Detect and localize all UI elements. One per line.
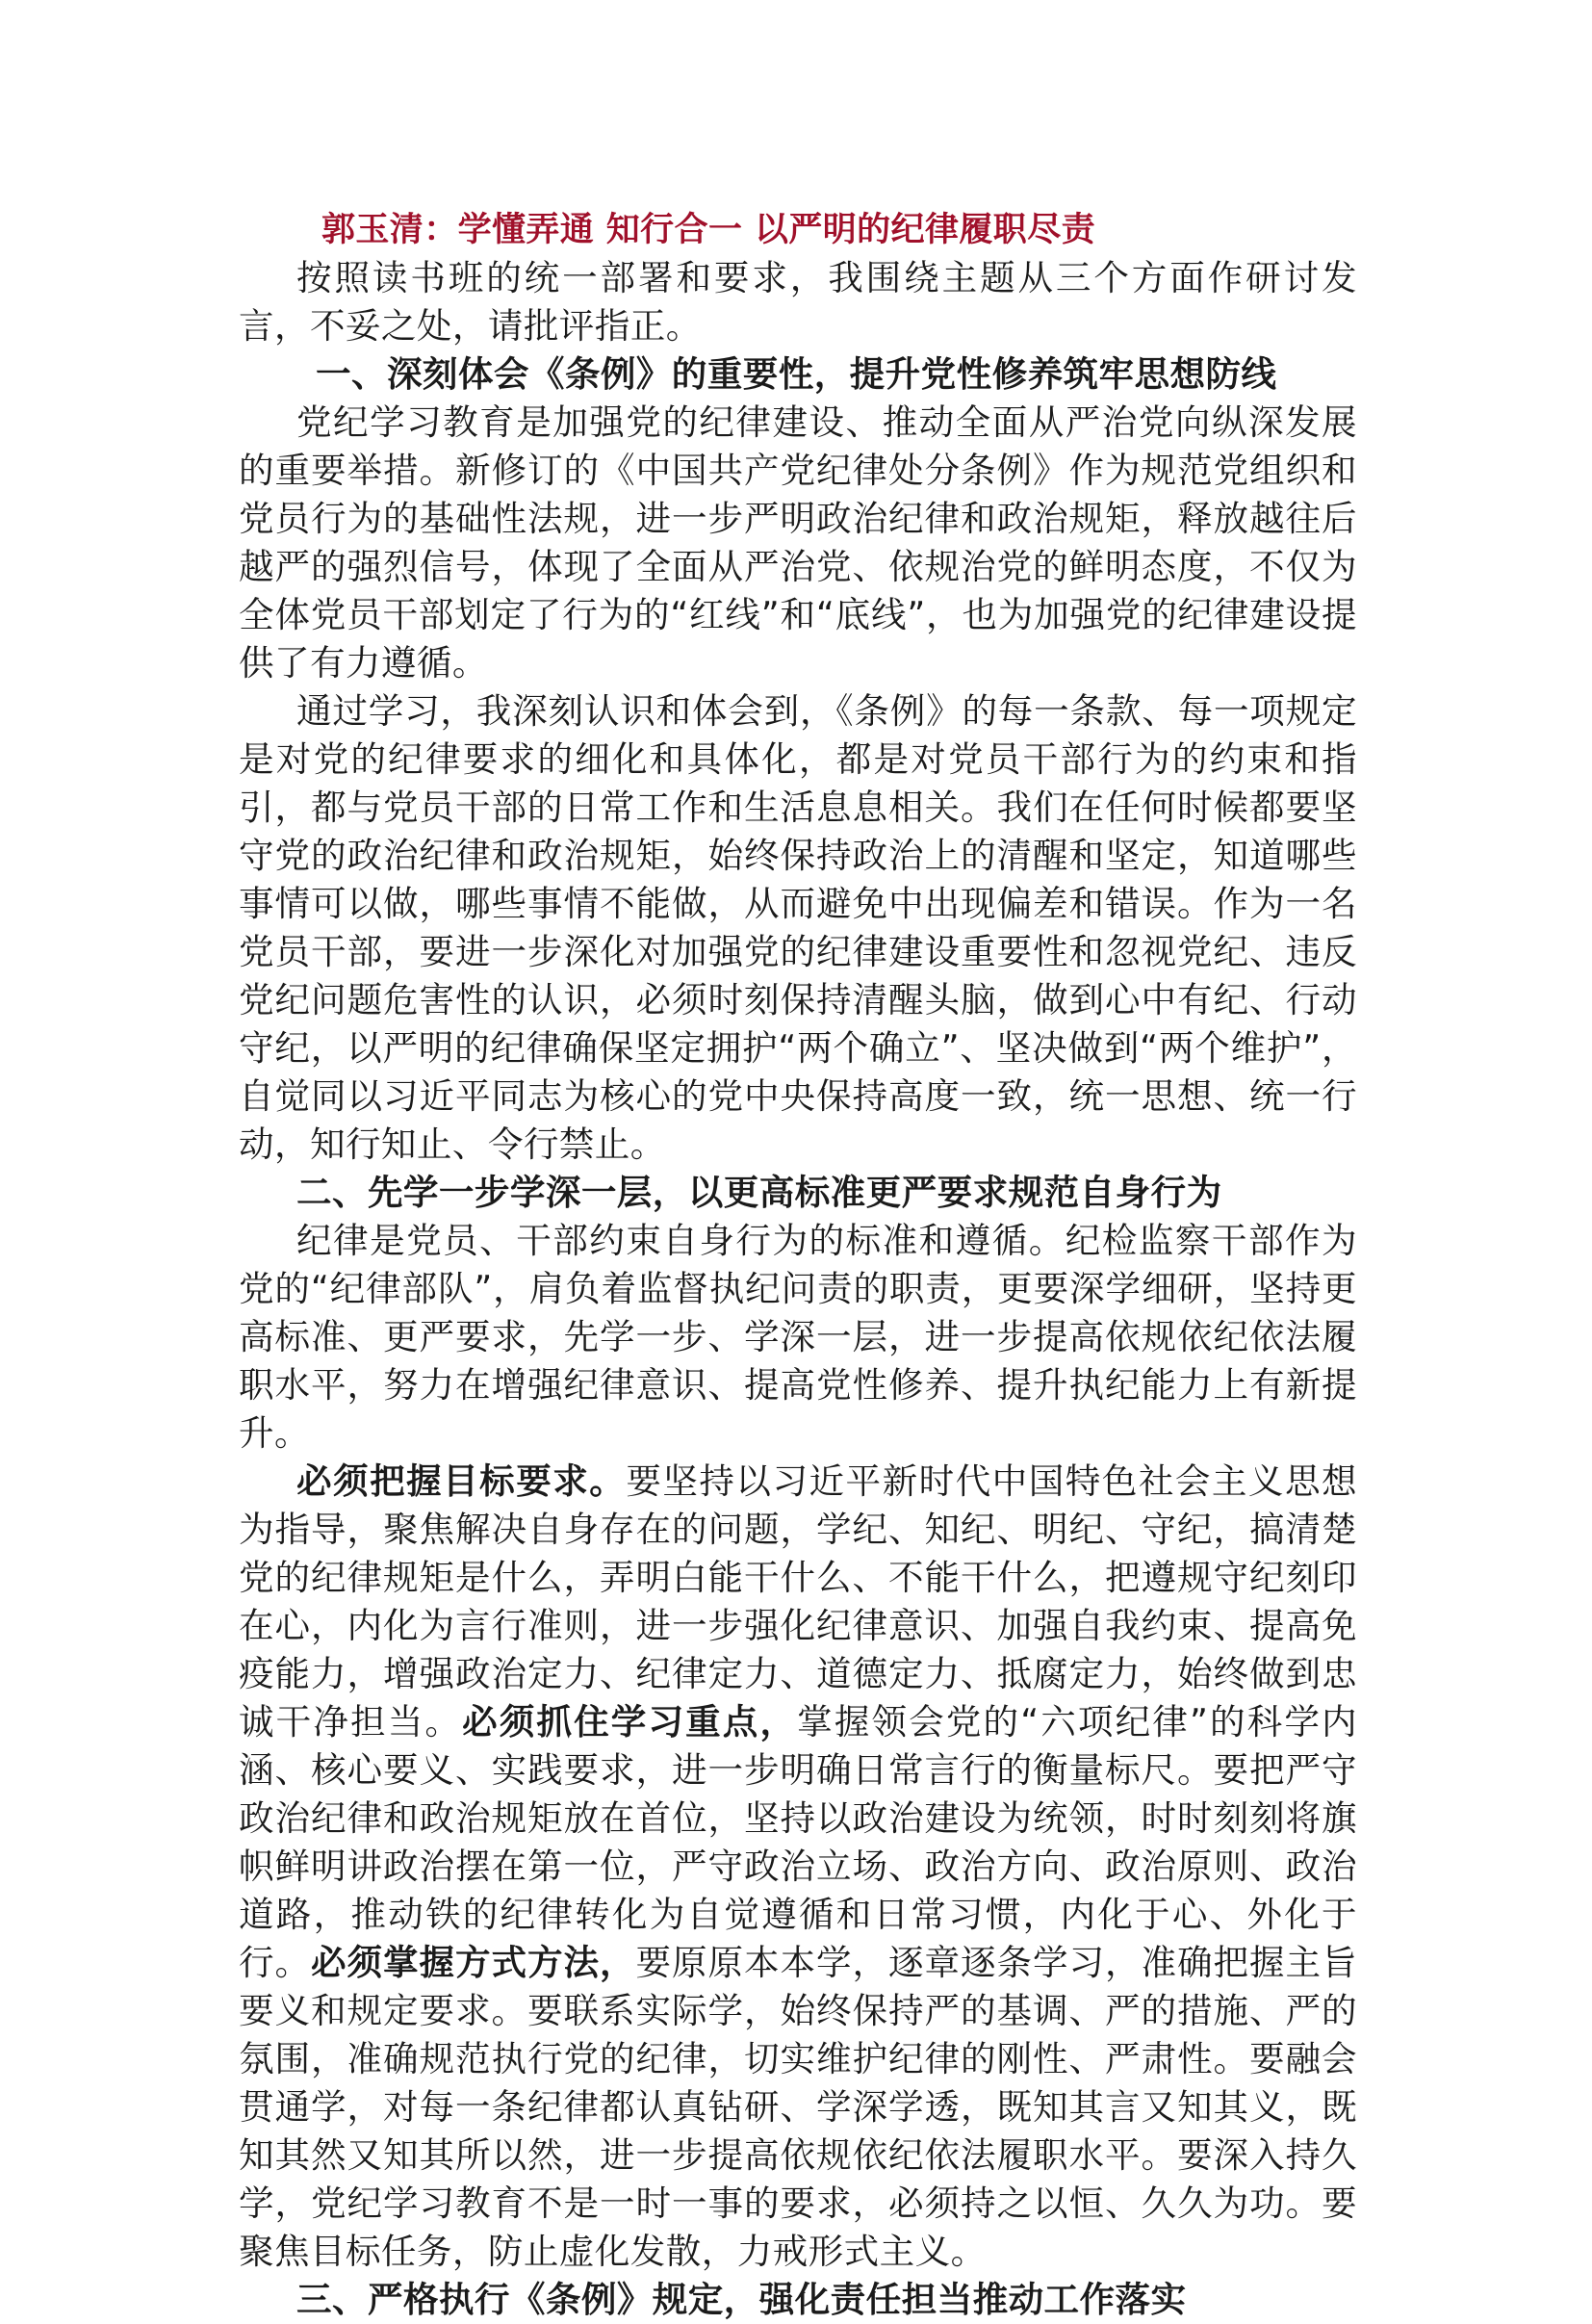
bold-lead-target: 必须把握目标要求。 bbox=[296, 1460, 627, 1502]
document-body bbox=[239, 206, 1357, 2324]
section-1-paragraph-1: 党纪学习教育是加强党的纪律建设、推动全面从严治党向纵深发展的重要举措。新修订的《中国共产党纪律处分条例》作为规范党组织和党员行为的基础性法规，进一步严明政治纪律和政治规矩，释放越往后越严的强烈信号，体现了全面从严治党、依规治党的鲜明态度，不仅为全体党员干部划定了行为的“红线”和“底线”，也为加强党的纪律建设提供了有力遵循。 bbox=[239, 401, 1357, 684]
text-method: 要原原本本学，逐章逐条学习，准确把握主旨要义和规定要求。要联系实际学，始终保持严的基调、严的措施、严的氛围，准确规范执行党的纪律，切实维护纪律的刚性、严肃性。要融会贯通学，对每一条纪律都认真钻研、学深学透，既知其言又知其义，既知其然又知其所以然，进一步提高依规依纪依法履职水平。要深入持久学，党纪学习教育不是一时一事的要求，必须持之以恒、久久为功。要聚焦目标任务，防止虚化发散，力戒形式主义。 bbox=[239, 1942, 1357, 2272]
bold-lead-focus: 必须抓住学习重点， bbox=[462, 1701, 798, 1743]
text-target: 要坚持以习近平新时代中国特色社会主义思想为指导，聚焦解决自身存在的问题，学纪、知纪、明纪、守纪，搞清楚党的纪律规矩是什么，弄明白能干什么、不能干什么，把遵规守纪刻印在心，内化为言行准则，进一步强化纪律意识、加强自我约束、提高免疫能力，增强政治定力、纪律定力、道德定力、抵腐定力，始终做到忠诚干净担当。 bbox=[239, 1460, 1357, 1743]
section-2-paragraph-2 bbox=[239, 1458, 1357, 2276]
bold-lead-method: 必须掌握方式方法， bbox=[311, 1942, 636, 1983]
section-1-heading: 一、深刻体会《条例》的重要性，提升党性修养筑牢思想防线 bbox=[316, 353, 1277, 395]
section-2-paragraph-1: 纪律是党员、干部约束自身行为的标准和遵循。纪检监察干部作为党的“纪律部队”，肩负着监督执纪问责的职责，更要深学细研，坚持更高标准、更严要求，先学一步、学深一层，进一步提高依规依纪依法履职水平，努力在增强纪律意识、提高党性修养、提升执纪能力上有新提升。 bbox=[239, 1220, 1357, 1454]
intro-paragraph: 按照读书班的统一部署和要求，我围绕主题从三个方面作研讨发言，不妥之处，请批评指正。 bbox=[239, 257, 1357, 347]
document-title: 郭玉清：学懂弄通 知行合一 以严明的纪律履职尽责 bbox=[321, 210, 1095, 249]
text-focus: 掌握领会党的“六项纪律”的科学内涵、核心要义、实践要求，进一步明确日常言行的衡量标尺。要把严守政治纪律和政治规矩放在首位，坚持以政治建设为统领，时时刻刻将旗帜鲜明讲政治摆在第一位，严守政治立场、政治方向、政治原则、政治道路，推动铁的纪律转化为自觉遵循和日常习惯，内化于心、外化于行。 bbox=[239, 1701, 1357, 1983]
section-1-paragraph-2: 通过学习，我深刻认识和体会到，《条例》的每一条款、每一项规定是对党的纪律要求的细化和具体化，都是对党员干部行为的约束和指引，都与党员干部的日常工作和生活息息相关。我们在任何时候都要坚守党的政治纪律和政治规矩，始终保持政治上的清醒和坚定，知道哪些事情可以做，哪些事情不能做，从而避免中出现偏差和错误。作为一名党员干部，要进一步深化对加强党的纪律建设重要性和忽视党纪、违反党纪问题危害性的认识，必须时刻保持清醒头脑，做到心中有纪、行动守纪，以严明的纪律确保坚定拥护“两个确立”、坚决做到“两个维护”，自觉同以习近平同志为核心的党中央保持高度一致，统一思想、统一行动，知行知止、令行禁止。 bbox=[239, 690, 1357, 1165]
section-2-heading: 二、先学一步学深一层，以更高标准更严要求规范自身行为 bbox=[296, 1172, 1222, 1213]
section-3-heading: 三、严格执行《条例》规定，强化责任担当推动工作落实 bbox=[296, 2279, 1187, 2320]
